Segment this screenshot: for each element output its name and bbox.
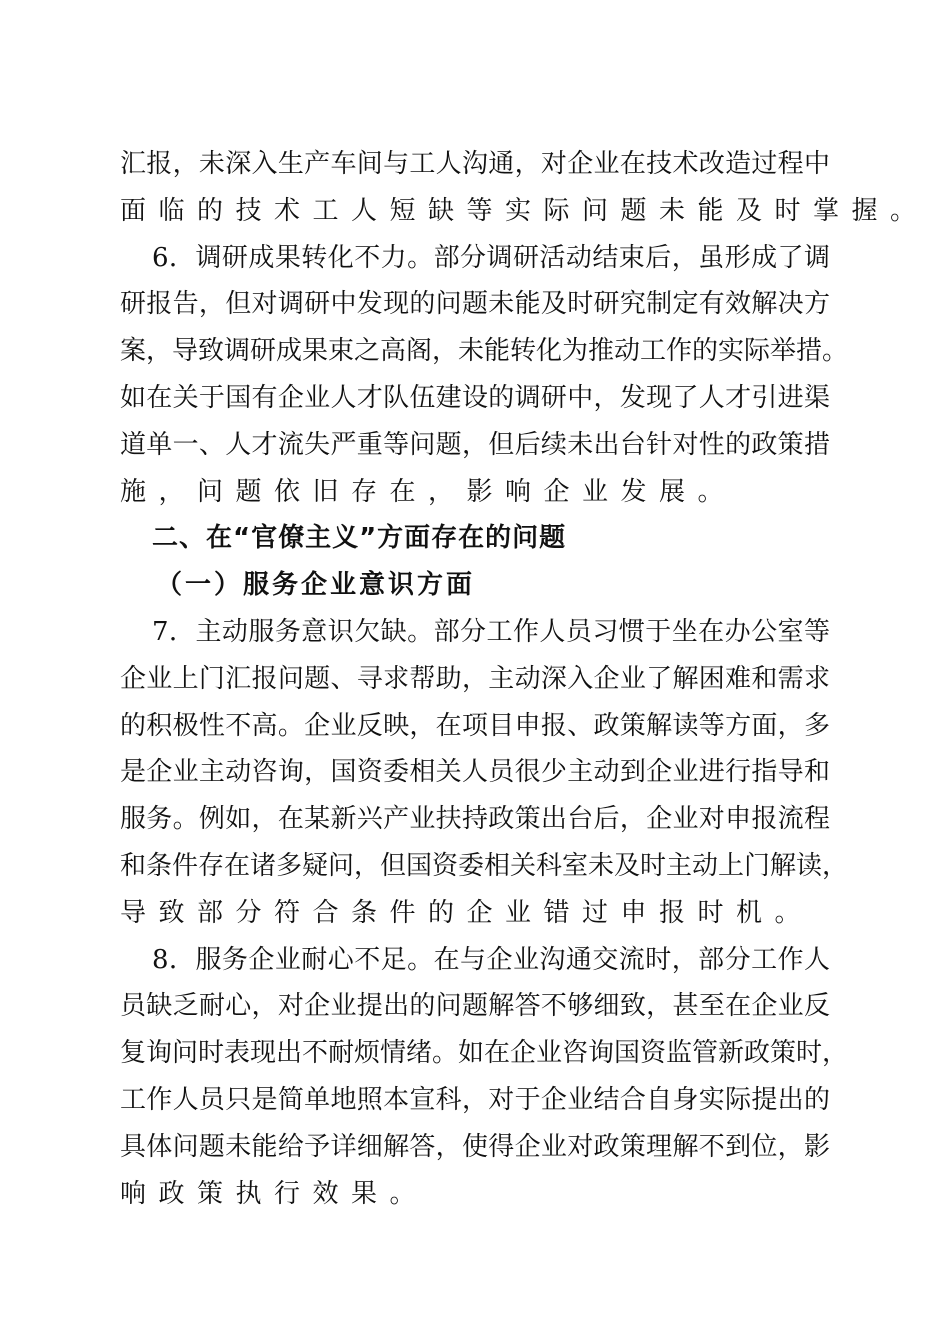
text-line: 如在关于国有企业人才队伍建设的调研中，发现了人才引进渠 [120, 382, 830, 413]
text-line: 企业上门汇报问题、寻求帮助，主动深入企业了解困难和需求 [120, 663, 830, 694]
paragraph [120, 937, 849, 1218]
paragraph [120, 141, 929, 235]
text-line: 案，导致调研成果束之高阁，未能转化为推动工作的实际举措。 [120, 336, 849, 367]
text-line: 服务。例如，在某新兴产业扶持政策出台后，企业对申报流程 [120, 804, 830, 835]
paragraph [120, 609, 849, 937]
paragraph [120, 235, 849, 516]
text-line: 施，问题依旧存在，影响企业发展。 [120, 476, 737, 507]
text-line: （一）服务企业意识方面 [156, 570, 476, 601]
text-line: 员缺乏耐心，对企业提出的问题解答不够细致，甚至在企业反 [120, 991, 830, 1022]
text-line: 二、在“官僚主义”方面存在的问题 [152, 523, 567, 554]
section-heading [120, 515, 830, 562]
text-line: 导致部分符合条件的企业错过申报时机。 [120, 897, 814, 928]
text-line: 复询问时表现出不耐烦情绪。如在企业咨询国资监管新政策时， [120, 1038, 849, 1069]
subsection-heading [120, 562, 830, 609]
text-line: 道单一、人才流失严重等问题，但后续未出台针对性的政策措 [120, 429, 830, 460]
text-line: 和条件存在诸多疑问，但国资委相关科室未及时主动上门解读， [120, 850, 849, 881]
text-line: 是企业主动咨询，国资委相关人员很少主动到企业进行指导和 [120, 757, 830, 788]
text-line: 6．调研成果转化不力。部分调研活动结束后，虽形成了调 [152, 242, 830, 273]
text-line: 7．主动服务意识欠缺。部分工作人员习惯于坐在办公室等 [152, 616, 830, 647]
text-line: 8．服务企业耐心不足。在与企业沟通交流时，部分工作人 [152, 944, 830, 975]
text-line: 面临的技术工人短缺等实际问题未能及时掌握。 [120, 195, 929, 226]
text-line: 的积极性不高。企业反映，在项目申报、政策解读等方面，多 [120, 710, 830, 741]
text-line: 具体问题未能给予详细解答，使得企业对政策理解不到位，影 [120, 1131, 830, 1162]
text-line: 汇报，未深入生产车间与工人沟通，对企业在技术改造过程中 [120, 149, 830, 179]
text-line: 工作人员只是简单地照本宣科，对于企业结合自身实际提出的 [120, 1084, 830, 1115]
text-line: 研报告，但对调研中发现的问题未能及时研究制定有效解决方 [120, 289, 830, 320]
document-page [120, 141, 929, 1217]
text-line: 响政策执行效果。 [120, 1178, 429, 1209]
